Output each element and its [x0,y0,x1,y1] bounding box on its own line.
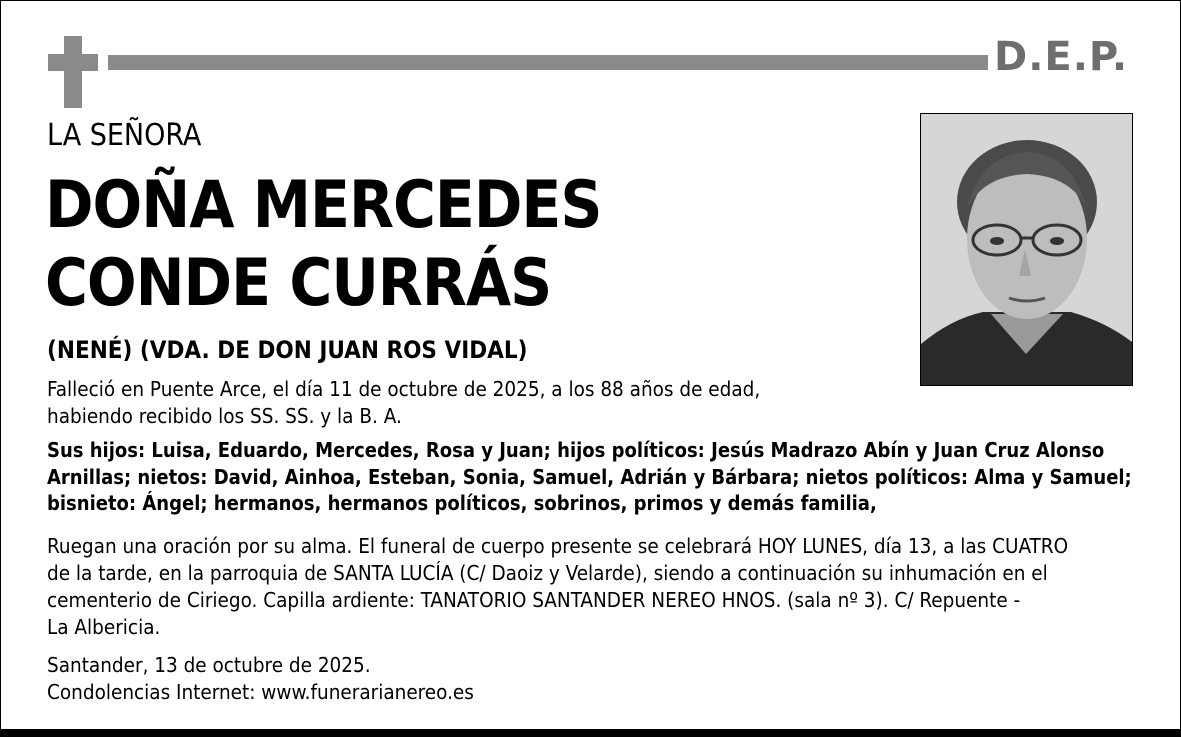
deceased-name [45,167,602,323]
condolences-link: Condolencias Internet: www.funerarianereo.es [47,680,474,704]
text-line: de la tarde, en la parroquia de SANTA LUCÍA (C/ Daoiz y Velarde), siendo a continuación su inhumación en el [47,561,1048,585]
bottom-border [0,729,1181,737]
place-date: Santander, 13 de octubre de 2025. [47,653,371,677]
family-paragraph [47,437,1157,517]
funeral-paragraph [47,533,1157,641]
text-line: habiendo recibido los SS. SS. y la B. A. [47,404,402,428]
honorific: LA SEÑORA [47,118,202,153]
text-line: bisnieto: Ángel; hermanos, hermanos políticos, sobrinos, primos y demás familia, [47,491,877,515]
death-paragraph [47,376,897,430]
dep-label: D.E.P. [994,34,1129,80]
cross-icon [48,36,98,108]
text-line: Falleció en Puente Arce, el día 11 de octubre de 2025, a los 88 años de edad, [47,377,761,401]
footer-paragraph [47,652,847,706]
name-line-2: CONDE CURRÁS [45,246,552,321]
name-line-1: DOÑA MERCEDES [45,168,602,243]
text-line: La Albericia. [47,615,161,639]
text-line: cementerio de Ciriego. Capilla ardiente: TANATORIO SANTANDER NEREO HNOS. (sala nº 3). C/ Repuente - [47,588,1021,612]
deceased-photo [920,113,1133,386]
header-rule [108,55,988,70]
text-line: Ruegan una oración por su alma. El funeral de cuerpo presente se celebrará HOY LUNES, día 13, a las CUATRO [47,534,1069,558]
text-line: Sus hijos: Luisa, Eduardo, Mercedes, Rosa y Juan; hijos políticos: Jesús Madrazo Abín y Juan Cruz Alonso [47,438,1105,462]
alias-line: (NENÉ) (VDA. DE DON JUAN ROS VIDAL) [47,336,528,364]
text-line: Arnillas; nietos: David, Ainhoa, Esteban, Sonia, Samuel, Adrián y Bárbara; nietos políticos: Alma y Samuel; [47,464,1132,489]
